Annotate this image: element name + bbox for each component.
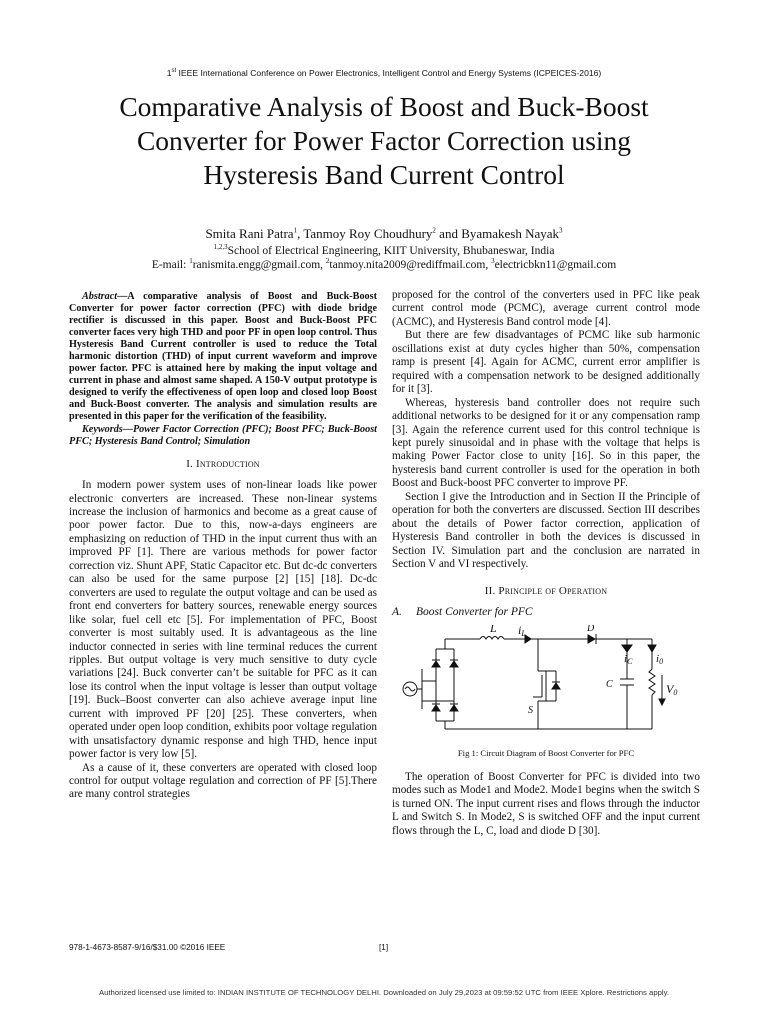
right-paragraph-5: The operation of Boost Converter for PFC is divided into two modes such as Mode1 and Mode2. Mode1 begins when the switch S is turned ON. The input current rises and flows through the inductor L and Switch S. In Mode2, S is switched OFF and the input current flows through the L, C, load and diode D [30].	[392, 770, 700, 837]
circuit-svg	[392, 625, 700, 743]
bridge-diode-2-icon	[450, 661, 458, 667]
email-2-sup: 2	[325, 257, 330, 266]
il-arrow-icon	[525, 635, 531, 643]
affiliation	[0, 245, 768, 257]
email-3[interactable]: electricbkn11@gmail.com	[494, 259, 617, 271]
email-line	[0, 259, 768, 271]
affiliation-sup: 1,2,3	[213, 243, 228, 252]
license-notice: Authorized licensed use limited to: INDIAN INSTITUTE OF TECHNOLOGY DELHI. Downloaded on July 29,2023 at 09:59:52 UTC from IEEE Xplore. Restrictions apply.	[99, 988, 669, 997]
conference-superscript: st	[171, 68, 177, 75]
intro-paragraph-1: In modern power system uses of non-linear loads like power electronic converters are increased. These non-linear systems increase the inclusion of harmonics and become as a great cause of poor power factor. Due to this, now-a-days engineers are emphasizing on reduction of THD in the input current thus with an improved PF [1]. There are various methods for power factor correction viz. Shunt APF, Static Capacitor etc. But dc-dc converters can also be used for the same purpose [2] [15] [18]. Dc-dc converters are used to regulate the output voltage and can be used as front end converters for battery sources, renewable energy sources like solar, fuel cell etc [5]. For implementation of PFC, Boost converter is most suitably used. It is advantageous as the line inductor connected in series with line terminal reduces the current ripples. But output voltage is very much sensitive to duty cycle variations [24]. Buck converter can’t be suitable for PFC as it can lose its control when the input voltage is lesser than output voltage [19]. Buck–Boost converter can also achieve average input line current with improved PF [20] [25]. These converters, when operated under open loop condition, exhibits poor voltage regulation with unsatisfactory dynamic response and high THD, hence input power factor is very low [5].	[69, 479, 377, 761]
label-i0-sub: 0	[659, 657, 664, 667]
title-line-3: Hysteresis Band Current Control	[203, 159, 565, 190]
label-C: C	[606, 679, 613, 691]
author-2: , Tanmoy Roy Choudhury	[297, 226, 433, 241]
footer-isbn: 978-1-4673-8587-9/16/$31.00 ©2016 IEEE	[69, 943, 226, 952]
right-paragraph-2: But there are few disadvantages of PCMC like sub harmonic oscillations exist at duty cycles higher than 50%, compensation ramp is present [4]. Again for ACMC, current error amplifier is required with a compensation network to be designed additionally for it [3].	[392, 329, 700, 396]
output-diode-icon	[588, 635, 595, 643]
right-paragraph-1: proposed for the control of the converters used in PFC like peak current control mode (PCMC), average current control mode (ACMC), and Hysteresis Band control mode [4].	[392, 289, 700, 328]
label-S: S	[528, 705, 533, 717]
conference-header	[0, 68, 768, 78]
label-V0-main: V	[666, 682, 674, 697]
label-L: L	[490, 625, 497, 636]
author-3-sup: 3	[559, 226, 563, 235]
author-list	[0, 226, 768, 242]
page-number: [1]	[379, 943, 389, 952]
label-iL-sub: L	[521, 629, 526, 639]
subsection-label: A.	[392, 605, 402, 618]
figure-caption: Fig 1: Circuit Diagram of Boost Converter for PFC	[457, 748, 635, 759]
author-3: and Byamakesh Nayak	[435, 226, 560, 241]
section-heading-principle: II. Principle of Operation	[484, 584, 608, 597]
keywords: Keywords—Power Factor Correction (PFC); Boost PFC; Buck-Boost PFC; Hysteresis Band Control; Simulation	[69, 423, 377, 447]
subsection-heading	[392, 606, 700, 619]
v0-arrow-icon	[659, 699, 665, 705]
label-iC-main: i	[624, 653, 628, 666]
section-heading-introduction: I. Introduction	[186, 457, 260, 470]
email-3-sup: 3	[491, 257, 495, 266]
title-line-2: Converter for Power Factor Correction using	[136, 125, 632, 156]
label-iC-sub: C	[627, 657, 633, 667]
email-1[interactable]: ranismita.engg@gmail.com,	[192, 259, 326, 271]
intro-paragraph-2: As a cause of it, these converters are operated with closed loop control for output voltage regulation and correction of PF [5].There are many control strategies	[69, 761, 377, 801]
author-1-sup: 1	[293, 226, 298, 235]
circuit-diagram	[392, 625, 700, 743]
label-iL	[518, 625, 526, 638]
right-column	[392, 289, 700, 838]
conference-name: IEEE International Conference on Power Electronics, Intelligent Control and Energy Systems (ICPEICES-2016)	[178, 68, 602, 78]
i0-arrow-icon	[648, 645, 656, 652]
label-iC	[624, 653, 633, 666]
label-V0-sub: 0	[673, 688, 678, 698]
bridge-diode-1-icon	[432, 661, 440, 667]
author-2-sup: 2	[432, 226, 436, 235]
author-1: Smita Rani Patra	[205, 226, 294, 241]
affiliation-text: School of Electrical Engineering, KIIT University, Bhubaneswar, India	[227, 245, 555, 257]
abstract-label: Abstract	[82, 291, 118, 302]
label-i0	[656, 653, 663, 666]
email-prefix: E-mail:	[151, 259, 190, 271]
conference-number: 1	[166, 68, 172, 78]
left-column	[69, 291, 377, 802]
title-line-1: Comparative Analysis of Boost and Buck-Boost	[119, 91, 649, 122]
label-iL-main: i	[518, 625, 522, 638]
email-1-sup: 1	[189, 257, 193, 266]
ic-arrow-icon	[622, 645, 632, 652]
right-paragraph-4: Section I give the Introduction and in Section II the Principle of operation for both the converters are discussed. Section III describes about the details of Power factor correction, application of Hysteresis Band controller in both the devices is discussed in Section IV. Simulation part and the conclusion are narrated in Section V and VI respectively.	[392, 490, 700, 571]
switch-body-diode-icon	[552, 683, 560, 689]
bridge-diode-3-icon	[432, 705, 440, 711]
label-V0	[666, 682, 677, 697]
email-2[interactable]: tanmoy.nita2009@rediffmail.com,	[329, 259, 492, 271]
label-D: D	[587, 625, 595, 635]
bridge-diode-4-icon	[450, 705, 458, 711]
paper-title	[40, 90, 728, 192]
right-paragraph-3: Whereas, hysteresis band controller does not require such additional networks to be designed for it or any compensation ramp [3]. Again the reference current used for this control technique is kept purely sinusoidal and in phase with the voltage that helps is making Power Factor close to unity [16]. So in this paper, the hysteresis band current controller is used for the operation in both Boost and Buck-boost PFC converter to improve PF.	[392, 396, 700, 490]
subsection-title: Boost Converter for PFC	[416, 605, 533, 618]
label-i0-main: i	[656, 653, 660, 666]
abstract-text: —A comparative analysis of Boost and Buck-Boost Converter for power factor correction (PFC) with diode bridge rectifier is discussed in this paper. Boost and Buck-Boost PFC converter faces very high THD and poor PF in open loop control. Thus Hysteresis Band Current controller is used to reduce the Total harmonic distortion (THD) of input current waveform and improve power factor. PFC is attained here by making the input voltage and current in phase and almost same shaped. A 150-V output prototype is designed to verify the effectiveness of open loop and closed loop Boost and Buck-Boost converter. The analysis and simulation results are presented in this paper for the verification of the feasibility.	[69, 291, 377, 423]
abstract	[69, 291, 377, 424]
